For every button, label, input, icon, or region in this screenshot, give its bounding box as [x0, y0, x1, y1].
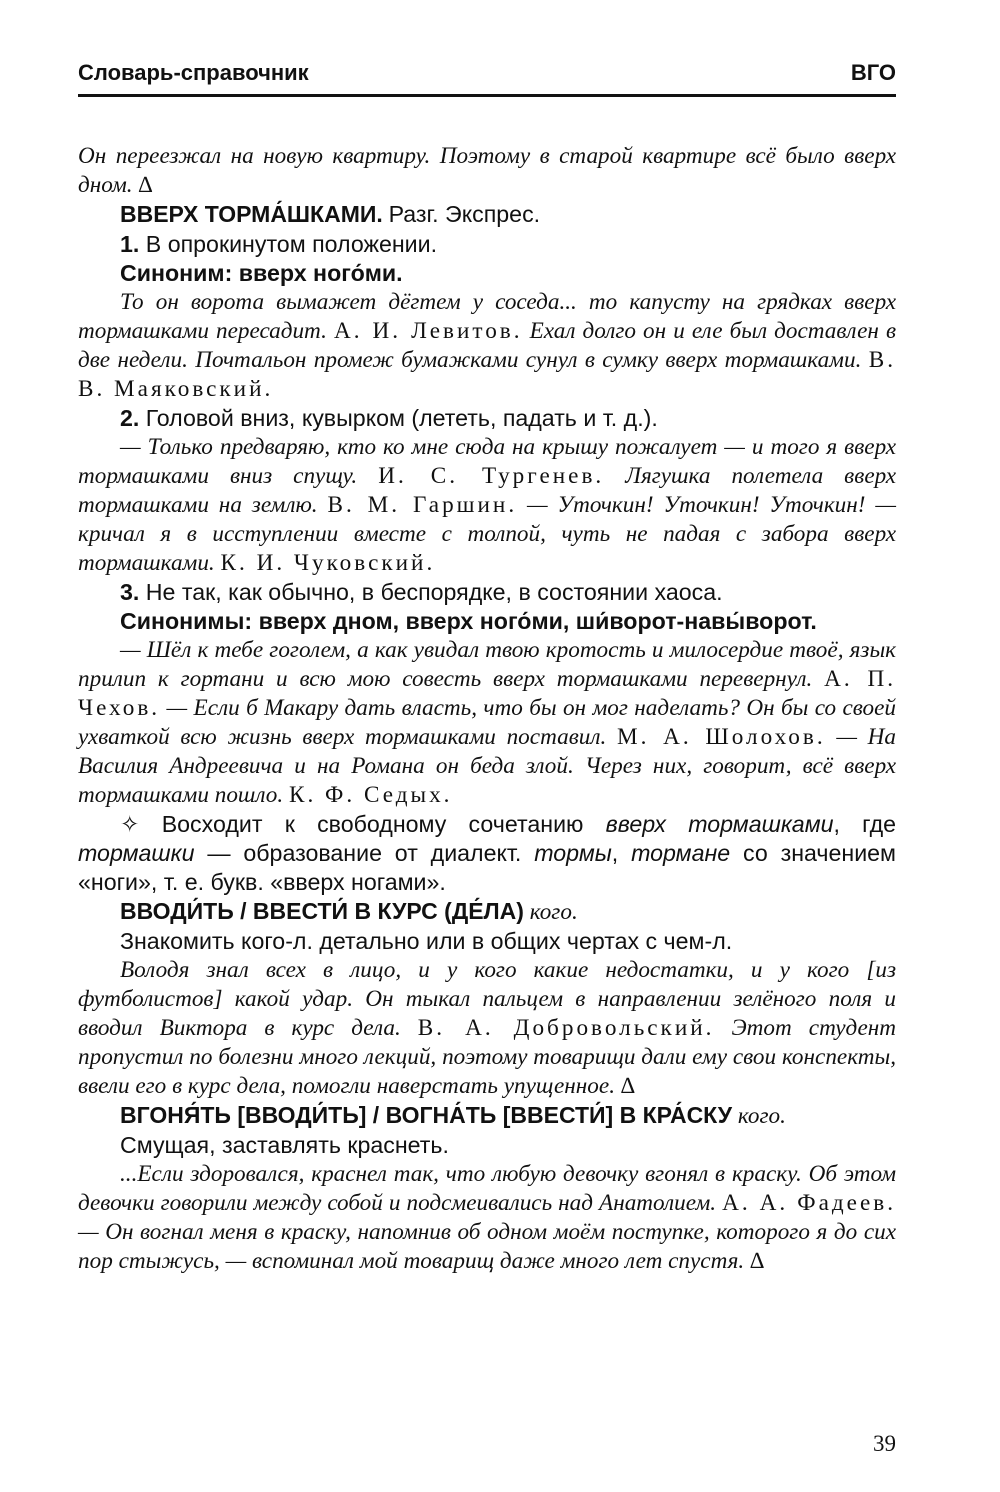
carryover-example: Он переезжал на новую квартиру. Поэтому в старой квартире всё было вверх дном. ∆	[78, 143, 896, 198]
entry-definition: Смущая, заставлять краснеть.	[120, 1132, 449, 1158]
sense-definition: Не так, как обычно, в беспорядке, в состоянии хаоса.	[145, 579, 723, 605]
sense-2-definition	[78, 404, 896, 433]
example-quote: — Уточкин! Уточкин! Уточкин! — кричал я в исступлении вместе с толпой, чуть не падая с забора вверх тормашками.	[78, 492, 897, 576]
sense-number: 1.	[120, 231, 140, 257]
sense-1-synonym	[78, 259, 896, 288]
entry-headword: ВГОНЯ́ТЬ [ВВОДИ́ТЬ] / ВОГНА́ТЬ [ВВЕСТИ́] В КРА́СКУ	[120, 1102, 733, 1128]
entry-government: кого.	[737, 1103, 786, 1129]
example-author: А. А. Фадеев.	[722, 1190, 896, 1216]
running-header	[78, 58, 896, 94]
example-author: А. П. Чехов.	[78, 666, 897, 721]
example-author: В. М. Гаршин.	[327, 492, 518, 518]
etymology-note	[78, 810, 896, 897]
sense-number: 3.	[120, 579, 140, 605]
example-author: И. С. Тургенев.	[378, 463, 605, 489]
example-quote: — Он вогнал меня в краску, напомнив об одном моём поступке, которого я до сих пор стыжусь, — вспоминал мой товарищ даже много лет спустя. ∆	[78, 1219, 896, 1274]
example-author: В. В. Маяковский.	[78, 347, 897, 402]
sense-3-synonyms	[78, 607, 896, 636]
entry-examples	[78, 956, 896, 1101]
running-header-letters: ВГО	[850, 60, 896, 85]
etymology-italic: вверх тормашками	[605, 811, 834, 837]
entry-header-vvodit-v-kurs	[78, 897, 896, 927]
running-header-title: Словарь-справочник	[78, 60, 309, 85]
sense-1-examples	[78, 288, 896, 404]
sense-definition: Головой вниз, кувырком (лететь, падать и т. д.).	[145, 405, 658, 431]
entry-header-vverkh-tormashkami	[78, 200, 896, 230]
sense-definition: В опрокинутом положении.	[145, 231, 438, 257]
sense-number: 2.	[120, 405, 140, 431]
example-quote: Ехал долго он и еле был доставлен в две недели. Почтальон промеж бумажками сунул в сумку вверх тормашками.	[78, 318, 897, 373]
sense-3-examples	[78, 636, 896, 810]
synonym-label: Синонимы:	[120, 608, 253, 634]
diamond-icon: ✧	[120, 811, 140, 837]
example-quote: — Если б Макару дать власть, что бы он мог наделать? Он бы со своей ухваткой всю жизнь вверх тормашками поставил.	[78, 695, 897, 750]
example-author: А. И. Левитов.	[333, 318, 523, 344]
example-quote: — Только предваряю, кто ко мне сюда на крышу пожалует — и того я вверх тормашками вниз спущу.	[78, 434, 896, 489]
example-author: К. Ф. Седых.	[289, 782, 453, 808]
entry-headword: ВВОДИ́ТЬ / ВВЕСТИ́ В КУРС (ДЕ́ЛА)	[120, 898, 524, 924]
example-quote: — На Василия Андреевича и на Романа он беда злой. Через них, говорит, всё вверх тормашками пошло.	[78, 724, 896, 808]
page-number: 39	[873, 1431, 896, 1456]
entry-usage-label: Разг. Экспрес.	[388, 201, 541, 227]
entry-header-vgonyat-v-krasku	[78, 1101, 896, 1131]
entry-examples	[78, 1160, 896, 1276]
synonym-value: вверх дном, вверх ного́ми, ши́ворот-навы́ворот.	[258, 608, 817, 634]
entry-headword: ВВЕРХ ТОРМА́ШКАМИ.	[120, 201, 383, 227]
etymology-text: со значением «ноги», т. е. букв. «вверх ногами».	[78, 840, 896, 895]
etymology-text: Восходит к свободному сочетанию	[161, 811, 584, 837]
etymology-italic: тормане	[631, 840, 731, 866]
example-quote: — Шёл к тебе гоголем, а как увидал твою кротость и милосердие твоё, язык прилип к гортани и всю мою совесть вверх тормашками перевернул.	[78, 637, 896, 692]
example-quote: Лягушка полетела вверх тормашками на землю.	[78, 463, 897, 518]
etymology-text: — образование от диалект.	[207, 840, 522, 866]
example-quote: То он ворота вымажет дёгтем у соседа... то капусту на грядках вверх тормашками пересадит.	[78, 289, 896, 344]
example-quote: ...Если здоровался, краснел так, что любую девочку вгонял в краску. Об этом девочки говорили между собой и подсмеивались над Анатолием.	[78, 1161, 896, 1216]
sense-3-definition	[78, 578, 896, 607]
entry-government: кого.	[529, 899, 578, 925]
synonym-value: вверх ного́ми.	[238, 260, 403, 286]
example-quote: Этот студент пропустил по болезни много лекций, поэтому товарищи дали ему свои конспекты, ввели его в курс дела, помогли наверстать упущенное. ∆	[78, 1015, 897, 1099]
entry-definition: Знакомить кого-л. детально или в общих чертах с чем-л.	[120, 928, 733, 954]
etymology-text: ,	[611, 840, 619, 866]
dictionary-text	[78, 142, 896, 1276]
etymology-italic: тормашки	[78, 840, 195, 866]
etymology-italic: тормы	[534, 840, 612, 866]
synonym-label: Синоним:	[120, 260, 233, 286]
example-author: К. И. Чуковский.	[220, 550, 436, 576]
example-quote: Володя знал всех в лицо, и у кого какие недостатки, и у кого [из футболистов] какой удар. Он тыкал пальцем в направлении зелёного поля и вводил Виктора в курс дела.	[78, 957, 896, 1041]
sense-1-definition	[78, 230, 896, 259]
header-rule	[78, 94, 896, 97]
sense-2-examples	[78, 433, 896, 578]
example-author: В. А. Добровольский.	[417, 1015, 715, 1041]
etymology-text: , где	[833, 811, 897, 837]
example-author: М. А. Шолохов.	[616, 724, 826, 750]
